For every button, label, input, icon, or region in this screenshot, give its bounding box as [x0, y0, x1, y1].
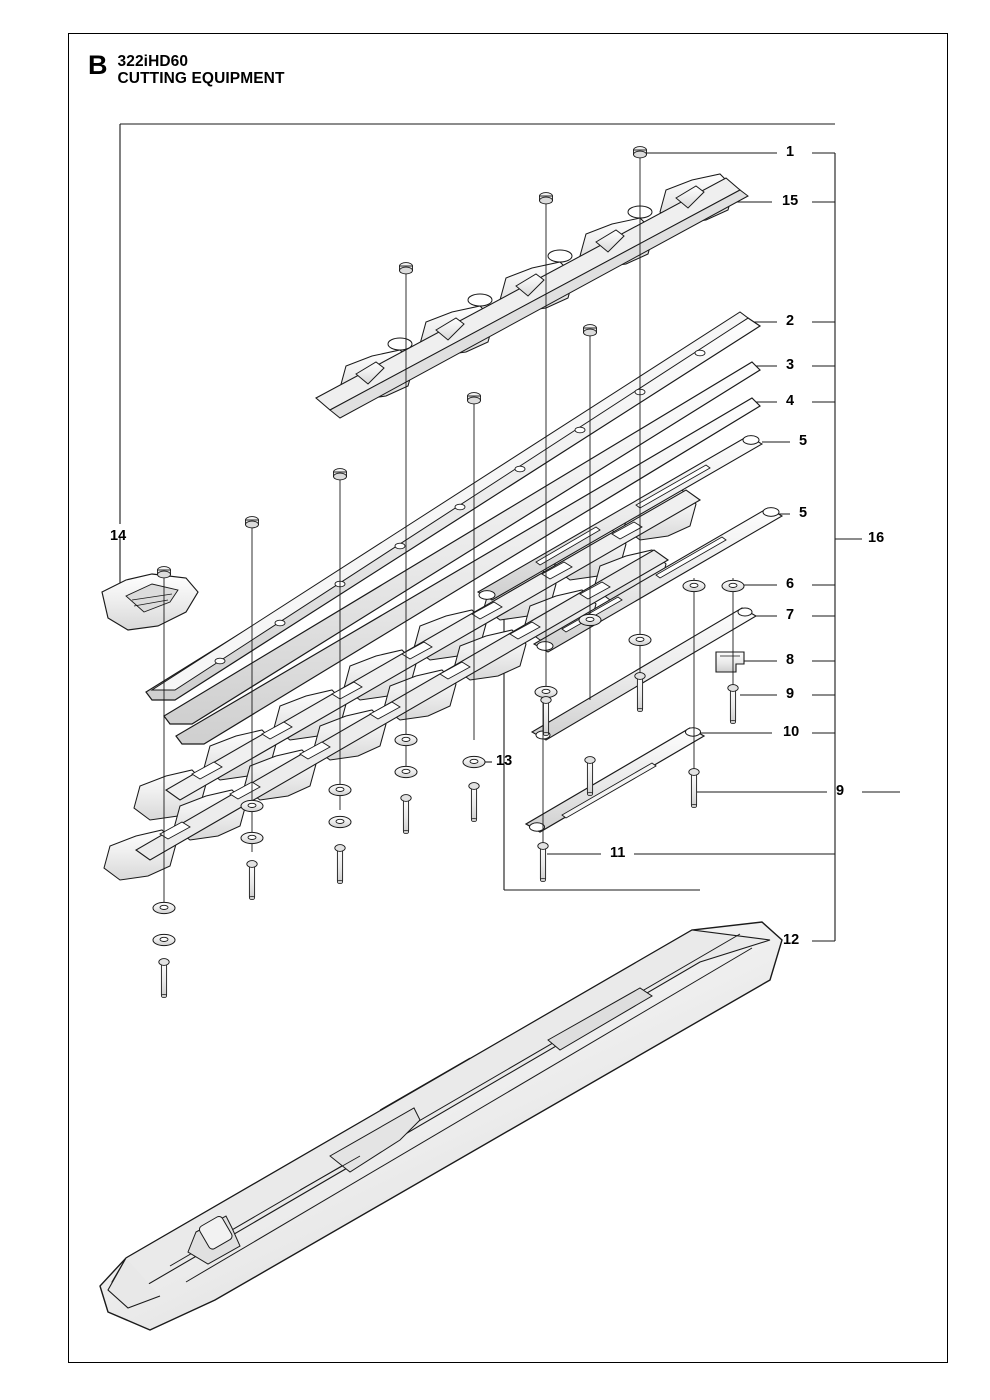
section-name: CUTTING EQUIPMENT — [117, 70, 285, 87]
callout-11[interactable]: 11 — [610, 845, 626, 861]
callout-5-lower[interactable]: 5 — [799, 505, 808, 521]
callout-8[interactable]: 8 — [786, 652, 795, 668]
callout-4[interactable]: 4 — [786, 393, 795, 409]
callout-16[interactable]: 16 — [868, 530, 885, 546]
callout-7[interactable]: 7 — [786, 607, 795, 623]
section-letter: B — [88, 50, 108, 80]
part-14-end-guard — [102, 574, 198, 630]
callout-9-lower[interactable]: 9 — [836, 783, 845, 799]
callout-13[interactable]: 13 — [496, 753, 513, 769]
callout-9-upper[interactable]: 9 — [786, 686, 795, 702]
callout-5-upper[interactable]: 5 — [799, 433, 808, 449]
callout-2[interactable]: 2 — [786, 313, 795, 329]
part-8-clip — [716, 652, 744, 672]
callout-15[interactable]: 15 — [782, 193, 799, 209]
callout-12[interactable]: 12 — [783, 932, 800, 948]
model-code: 322iHD60 — [117, 53, 189, 70]
part-12-blade-cover — [100, 922, 782, 1330]
callout-6[interactable]: 6 — [786, 576, 795, 592]
callout-1[interactable]: 1 — [786, 144, 795, 160]
callout-14[interactable]: 14 — [110, 528, 127, 544]
callout-3[interactable]: 3 — [786, 357, 795, 373]
upper-blade-assembly — [316, 174, 748, 482]
callout-10[interactable]: 10 — [783, 724, 800, 740]
guard-rail-part-10 — [384, 728, 710, 920]
